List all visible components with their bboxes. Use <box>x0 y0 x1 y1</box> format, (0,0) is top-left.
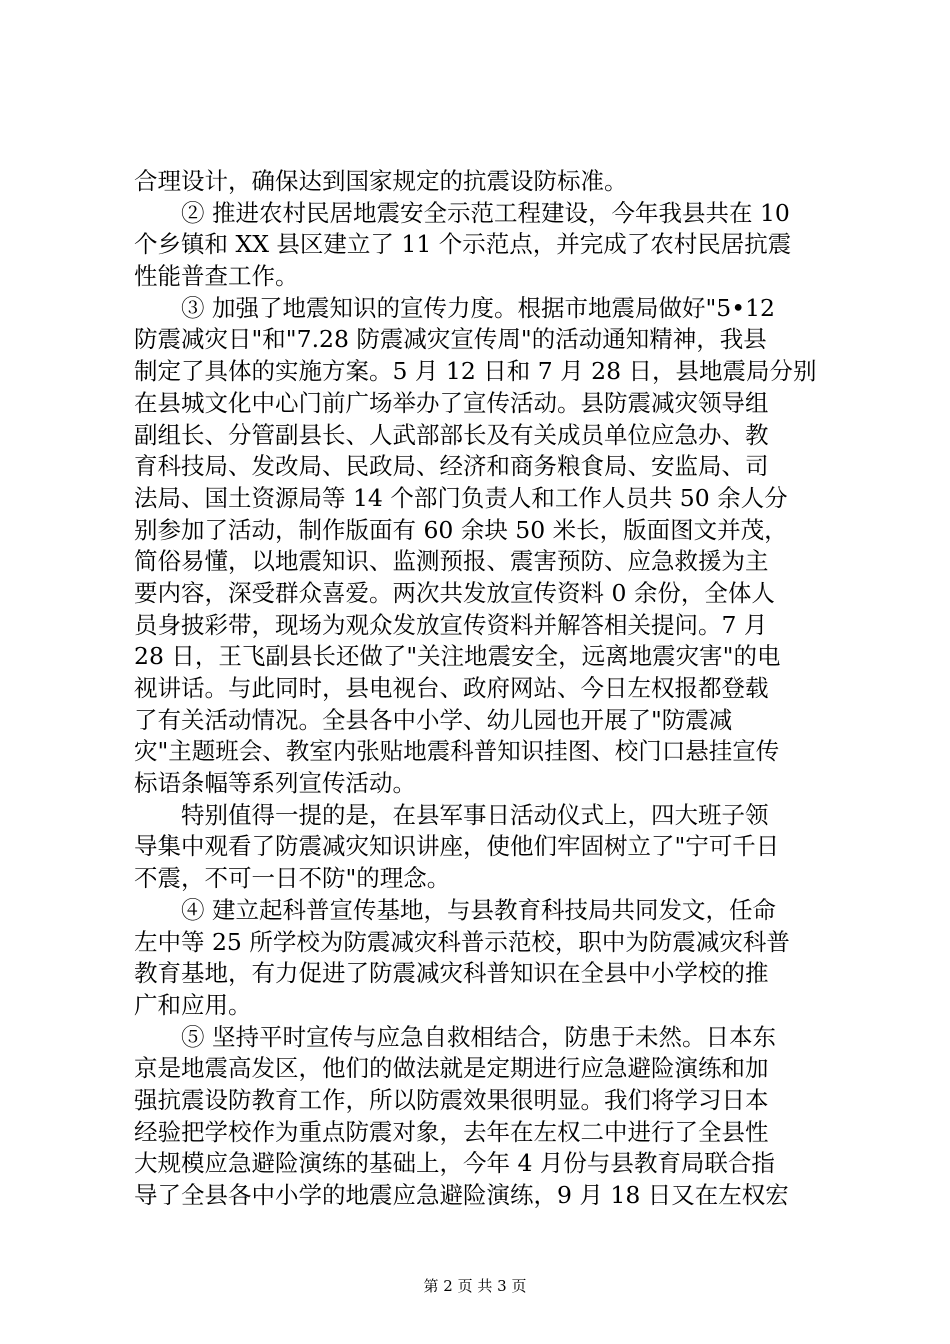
text-line: 简俗易懂，以地震知识、监测预报、震害预防、应急救援为主 <box>134 547 769 576</box>
text-line: 法局、国土资源局等 14 个部门负责人和工作人员共 50 余人分 <box>134 483 788 512</box>
text-line: 制定了具体的实施方案。5 月 12 日和 7 月 28 日，县地震局分别 <box>134 357 817 386</box>
text-line: 合理设计，确保达到国家规定的抗震设防标准。 <box>134 167 628 195</box>
text-line: 副组长、分管副县长、人武部部长及有关成员单位应急办、教 <box>134 420 769 449</box>
text-line: 导集中观看了防震减灾知识讲座，使他们牢固树立了"宁可千日 <box>134 832 780 861</box>
text-line: 个乡镇和 XX 县区建立了 11 个示范点，并完成了农村民居抗震 <box>134 230 792 259</box>
text-line: 性能普查工作。 <box>134 262 299 291</box>
text-line: 京是地震高发区，他们的做法就是定期进行应急避险演练和加 <box>134 1054 769 1083</box>
text-line: 防震减灾日"和"7.28 防震减灾宣传周"的活动通知精神，我县 <box>134 325 767 354</box>
text-line: 视讲话。与此同时，县电视台、政府网站、今日左权报都登载 <box>134 674 769 702</box>
text-line: 经验把学校作为重点防震对象，去年在左权二中进行了全县性 <box>134 1117 769 1146</box>
text-line: 大规模应急避险演练的基础上，今年 4 月份与县教育局联合指 <box>134 1149 775 1178</box>
text-line: 左中等 25 所学校为防震减灾科普示范校，职中为防震减灾科普 <box>134 927 790 956</box>
text-line: ③ 加强了地震知识的宣传力度。根据市地震局做好"5•12 <box>181 293 775 322</box>
text-line: 员身披彩带，现场为观众发放宣传资料并解答相关提问。7 月 <box>134 610 768 639</box>
text-line: ② 推进农村民居地震安全示范工程建设，今年我县共在 10 <box>181 198 790 227</box>
text-line: 强抗震设防教育工作，所以防震效果很明显。我们将学习日本 <box>134 1085 769 1114</box>
text-line: 广和应用。 <box>134 990 252 1019</box>
text-line: 不震，不可一日不防"的理念。 <box>134 864 451 893</box>
text-line: 28 日，王飞副县长还做了"关注地震安全，远离地震灾害"的电 <box>134 642 781 671</box>
text-line: 灾"主题班会、教室内张贴地震科普知识挂图、校门口悬挂宣传 <box>134 737 780 766</box>
text-line: 教育基地，有力促进了防震减灾科普知识在全县中小学校的推 <box>134 959 769 988</box>
text-line: 标语条幅等系列宣传活动。 <box>134 769 416 798</box>
text-line: 特别值得一提的是，在县军事日活动仪式上，四大班子领 <box>181 800 769 829</box>
text-line: 导了全县各中小学的地震应急避险演练，9 月 18 日又在左权宏 <box>134 1181 789 1209</box>
text-line: ⑤ 坚持平时宣传与应急自救相结合，防患于未然。日本东 <box>181 1022 776 1051</box>
document-body <box>134 166 834 1212</box>
text-line: 在县城文化中心门前广场举办了宣传活动。县防震减灾领导组 <box>134 388 769 417</box>
text-line: 要内容，深受群众喜爱。两次共发放宣传资料 0 余份，全体人 <box>134 578 775 607</box>
text-line: ④ 建立起科普宣传基地，与县教育科技局共同发文，任命 <box>181 895 776 924</box>
text-line: 育科技局、发改局、民政局、经济和商务粮食局、安监局、司 <box>134 452 769 481</box>
text-line: 别参加了活动，制作版面有 60 余块 50 米长，版面图文并茂， <box>134 515 788 544</box>
text-line: 了有关活动情况。全县各中小学、幼儿园也开展了"防震减 <box>134 705 733 734</box>
page-number: 第 2 页 共 3 页 <box>423 1277 527 1295</box>
